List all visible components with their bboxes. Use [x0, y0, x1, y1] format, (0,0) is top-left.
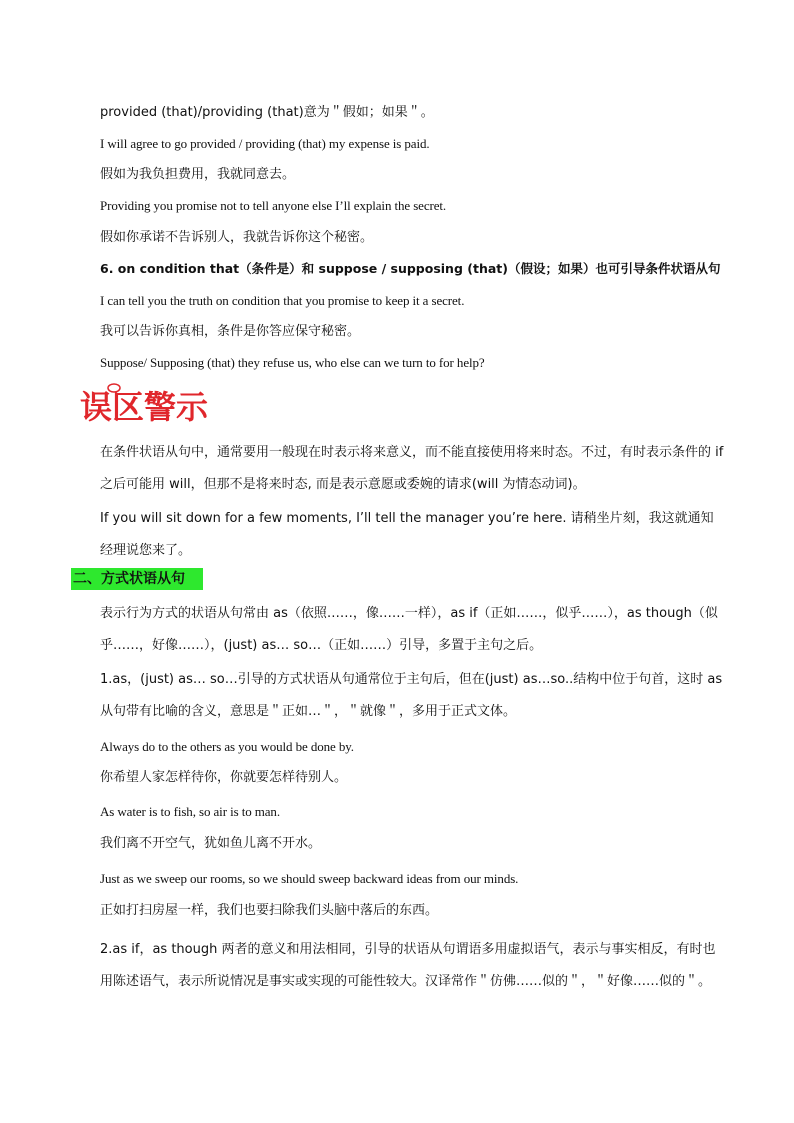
rule-paragraph: [100, 934, 725, 998]
logo-text: 误区警示: [80, 388, 209, 426]
rule-text: 1.as，(just) as… so…引导的方式状语从句通常位于主句后，但在(just) as…so..结构中位于句首，这时 as 从句带有比喻的含义，意思是＂正如…＂，＂就像＂，多用于正式文体。: [100, 672, 723, 719]
example-sentence: I will agree to go provided / providing (that) my expense is paid.: [100, 136, 430, 151]
section-intro-text: 表示行为方式的状语从句常由 as（依照……，像……一样），as if（正如……，似乎……），as though（似乎……，好像……），(just) as… so…（正如……）引导，多置于主句之后。: [100, 606, 718, 653]
example-sentence: Suppose/ Supposing (that) they refuse us, who else can we turn to for help?: [100, 355, 485, 370]
rule-paragraph: [100, 664, 725, 728]
example-sentence: Providing you promise not to tell anyone else I’ll explain the secret.: [100, 198, 447, 213]
warning-example: [100, 503, 725, 567]
example-sentence: As water is to fish, so air is to man.: [100, 804, 280, 819]
example-sentence: I can tell you the truth on condition that you promise to keep it a secret.: [100, 293, 465, 308]
translation-line: 正如打扫房屋一样，我们也要扫除我们头脑中落后的东西。: [100, 903, 439, 918]
rule-text: 2.as if，as though 两者的意义和用法相同，引导的状语从句谓语多用虚拟语气，表示与事实相反，有时也用陈述语气，表示所说情况是事实或实现的可能性较大。汉译常作＂仿佛……似的＂，＂好像……似的＂。: [100, 942, 716, 989]
warning-text: 在条件状语从句中，通常要用一般现在时表示将来意义，而不能直接使用将来时态。不过，有时表示条件的 if 之后可能用 will，但那不是将来时态, 而是表示意愿或委婉的请求(will 为情态动词)。: [100, 445, 724, 492]
warning-paragraph: [100, 437, 725, 501]
warning-logo: [78, 378, 218, 428]
rule-heading: 6. on condition that（条件是）和 suppose / supposing (that)（假设；如果）也可引导条件状语从句: [100, 261, 721, 276]
section-intro: [100, 598, 725, 662]
translation-line: 你希望人家怎样待你，你就要怎样待别人。: [100, 770, 348, 785]
warning-example-text: If you will sit down for a few moments, I’ll tell the manager you’re here. 请稍坐片刻，我这就通知经理说您来了。: [100, 511, 714, 558]
example-sentence: Just as we sweep our rooms, so we should sweep backward ideas from our minds.: [100, 871, 519, 886]
translation-line: 我们离不开空气，犹如鱼儿离不开水。: [100, 836, 322, 851]
text-line: provided (that)/providing (that)意为＂假如；如果＂。: [100, 105, 434, 120]
translation-line: 假如为我负担费用，我就同意去。: [100, 167, 296, 182]
translation-line: 假如你承诺不告诉别人，我就告诉你这个秘密。: [100, 230, 374, 245]
translation-line: 我可以告诉你真相，条件是你答应保守秘密。: [100, 324, 361, 339]
example-sentence: Always do to the others as you would be done by.: [100, 739, 354, 754]
section-heading: 二、方式状语从句: [73, 571, 185, 587]
